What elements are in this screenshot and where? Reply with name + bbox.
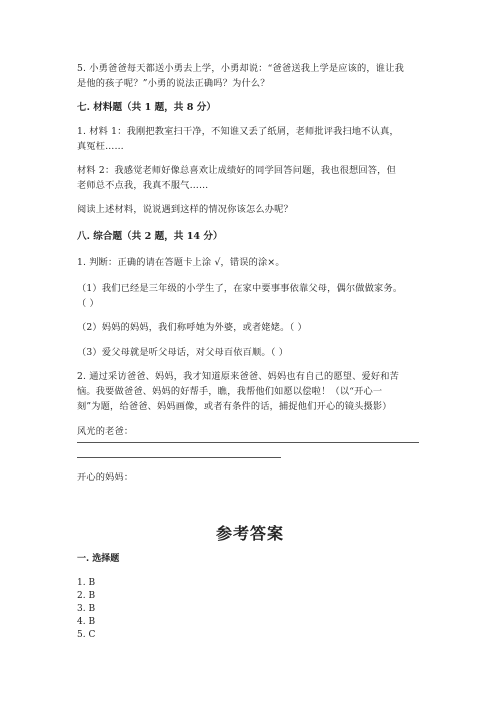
answer-item-3: 3. B <box>77 604 96 614</box>
answers-section-1-heading: 一. 选择题 <box>77 554 120 564</box>
q5-text-line-2: 是他的孩子呢？”小勇的说法正确吗？为什么？ <box>77 78 270 89</box>
judgement-item-1-line-1: （1）我们已经是三年级的小学生了，在家中要事事依靠父母，偶尔做做家务。 <box>77 283 403 294</box>
dad-answer-line-1 <box>77 442 419 443</box>
judgement-item-1-line-2: （ ） <box>77 298 99 309</box>
material-1-line-1: 1. 材料 1：我刚把教室扫干净，不知谁又丢了纸屑，老师批评我扫地不认真， <box>77 126 399 137</box>
dad-label: 风光的老爸： <box>77 426 134 437</box>
q5-text-line-1: 5. 小勇爸爸每天都送小勇去上学，小勇却说：“爸爸送我上学是应该的，谁让我 <box>77 63 404 74</box>
material-2-line-1: 材料 2：我感觉老师好像总喜欢让成绩好的同学回答问题，我也很想回答，但 <box>77 165 396 176</box>
judgement-item-2: （2）妈妈的妈妈，我们称呼她为外婆，或者姥姥。（ ） <box>77 322 307 333</box>
q2-text-line-3: 刻”为题，给爸爸、妈妈画像，或者有条件的话，捕捉他们开心的镜头摄影） <box>77 401 392 412</box>
q2-text-line-2: 恼。我要做爸爸、妈妈的好帮手，瞧，我帮他们如愿以偿啦！（以“开心一 <box>77 386 383 397</box>
material-prompt: 阅读上述材料，说说遇到这样的情况你该怎么办呢？ <box>77 204 293 215</box>
answer-item-1: 1. B <box>77 578 96 588</box>
material-1-line-2: 真冤枉…… <box>77 141 124 152</box>
material-2-line-2: 老师总不点我，我真不服气…… <box>77 180 209 191</box>
answer-item-2: 2. B <box>77 591 96 601</box>
judgement-intro: 1. 判断：正确的请在答题卡上涂 √，错误的涂×。 <box>77 257 285 268</box>
section-7-heading: 七. 材料题（共 1 题，共 8 分） <box>77 102 216 113</box>
answer-item-4: 4. B <box>77 617 96 627</box>
answer-item-5: 5. C <box>77 630 96 640</box>
mom-label: 开心的妈妈： <box>77 472 134 483</box>
answers-title: 参考答案 <box>215 524 284 543</box>
q2-text-line-1: 2. 通过采访爸爸、妈妈，我才知道原来爸爸、妈妈也有自己的愿望、爱好和苦 <box>77 371 400 382</box>
judgement-item-3: （3）爱父母就是听父母话，对父母百依百顺。（ ） <box>77 347 289 358</box>
section-8-heading: 八. 综合题（共 2 题，共 14 分） <box>77 231 223 242</box>
dad-answer-line-2 <box>77 457 281 458</box>
